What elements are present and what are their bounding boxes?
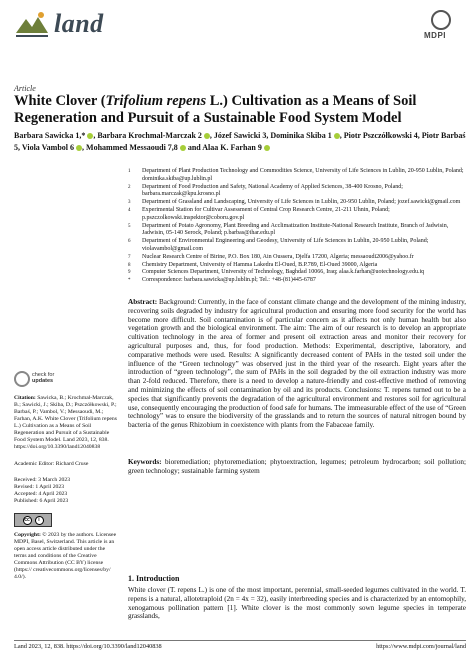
author[interactable]: Mohammed Messaoudi 7,8 xyxy=(86,143,178,152)
affiliation-text: Department of Grassland and Landscaping, University of Life Sciences in Lublin, 20-950 Lublin, Poland; jozef.sawicki@gmail.com xyxy=(142,199,461,206)
revised-date: Revised: 1 April 2023 xyxy=(14,484,65,490)
affiliation-number: 2 xyxy=(128,184,131,190)
correspondence xyxy=(128,277,466,285)
orcid-icon[interactable] xyxy=(76,145,82,151)
abstract-text: Background: Currently, in the face of constant climate change and the development of the mining industry, recovering soils degraded by industry for agricultural production and ensuring more food security for the world has become more difficult. Soil contamination is of particular concern as it affects not only human health but also vegetation growth and the biological environment. The aim: The aim of our research is to develop an appropriate cultivation technology in the area of former and present oil extraction areas and monitor their recovery for agricultural purposes and, thus, for food production. Methods: Experimental, descriptive, laboratory, and comparative methods were used. Results: A significantly decreased content of PAHs in the tested soil under the influence of the “Green technology” was observed just in the third year of the research. Eight years after the introduction of “green technology”, the sum of PAHs in the soil degraded by the oil extraction industry was more than 2-fold reduced. Therefore, there is a need to develop a nature-friendly and cost-effective method of removing and minimizing the effects of soil contamination by oil and its products. Conclusions: T. repens turned out to be a species that significantly prevents the degradation of the agricultural environment and restores soil for agricultural use, consequently encouraging the production of food safe for humans. The immeasurable effect of the use of “Green technology” was to ensure the biodiversity of the grasslands and to return the sources of natural nitrogen bound by bacteria of the genus Rhizobium in coexistence with plants from the Fabaceae family. xyxy=(128,298,467,430)
author[interactable]: Viola Vambol 6 xyxy=(21,143,75,152)
academic-editor: Academic Editor: Richard Cruse xyxy=(14,461,89,467)
affiliation-item xyxy=(128,223,466,239)
affiliation-item xyxy=(128,254,466,262)
author[interactable]: Barbara Sawicka 1,* xyxy=(14,131,86,140)
by-icon: i xyxy=(35,516,44,525)
check-updates-icon[interactable] xyxy=(14,371,30,387)
affiliation-text: Department of Potato Agronomy, Plant Breeding and Acclimatization Institute-National Research Institute, Branch of Jadwisin, Jadwisin, 05-140 Serock, Poland; p.barbas@ihar.edu.pl xyxy=(142,222,449,237)
footer-citation: Land 2023, 12, 838. https://doi.org/10.3390/land12040838 xyxy=(14,643,162,650)
check-updates-line1: check for xyxy=(32,372,55,378)
journal-link[interactable]: https://www.mdpi.com/journal/land xyxy=(376,643,466,650)
cc-by-license-icon[interactable] xyxy=(14,513,52,527)
affiliation-number: 9 xyxy=(128,270,131,276)
publication-dates xyxy=(14,477,118,505)
affiliation-item xyxy=(128,207,466,223)
affiliation-text: Department of Food Production and Safety, National Academy of Applied Sciences, 38-400 Krosno, Poland; barbara.marczak@kpu.krosno.pl xyxy=(142,183,403,198)
check-updates-line2: updates xyxy=(32,378,54,384)
affiliation-text: Department of Environmental Engineering and Geodesy, University of Life Sciences in Lublin, 20-950 Lublin, Poland; violavambol@gmail.com xyxy=(142,238,429,252)
affiliation-text: Nuclear Research Centre of Birine, P.O. Box 180, Ain Oussera, Djelfa 17200, Algeria; messaoudi2006@yahoo.fr xyxy=(142,253,414,260)
affiliation-text: Chemistry Department, University of Hamma Lakedra El-Oued, B.P.789, El-Oued 39000, Algeria xyxy=(142,261,378,268)
check-updates-button[interactable] xyxy=(32,372,54,384)
author[interactable]: Dominika Skiba 1 xyxy=(270,131,332,140)
copyright-text: © 2023 by the authors. Licensee MDPI, Basel, Switzerland. This article is an open access article distributed under the terms and conditions of the Creative Commons Attribution (CC BY) license (https:// creativecommons.org/licenses/by/ 4.0/). xyxy=(14,532,117,580)
mdpi-mark-icon xyxy=(431,10,451,30)
section-heading: 1. Introduction xyxy=(128,574,180,583)
affiliation-number: 8 xyxy=(128,262,131,268)
affiliation-text: Correspondence: barbara.sawicka@up.lublin.pl; Tel.: +48-(81)445-6787 xyxy=(142,277,316,284)
citation-block xyxy=(14,395,118,451)
keywords xyxy=(128,458,466,476)
affiliation-number: 5 xyxy=(128,223,131,229)
paper-title xyxy=(14,93,466,127)
affiliation-number: 1 xyxy=(128,169,131,174)
affiliation-number: 7 xyxy=(128,254,131,260)
published-date: Published: 6 April 2023 xyxy=(14,498,69,504)
cc-icon: cc xyxy=(24,516,30,523)
author[interactable]: Piotr Pszczółkowski 4 xyxy=(343,131,418,140)
article-type: Article xyxy=(14,84,36,93)
copyright-label: Copyright: xyxy=(14,532,41,538)
title-part-2: Trifolium repens xyxy=(105,93,207,109)
publisher-name: MDPI xyxy=(424,31,446,40)
affiliation-number: 6 xyxy=(128,239,131,245)
orcid-icon[interactable] xyxy=(334,133,340,139)
affiliation-item xyxy=(128,168,466,184)
author[interactable]: Alaa K. Farhan 9 xyxy=(202,143,262,152)
affiliation-item xyxy=(128,269,466,277)
affiliation-text: Computer Sciences Department, University of Technology, Baghdad 10066, Iraq; alaa.k.farhan@uotechnology.edu.iq xyxy=(142,269,425,276)
affiliation-item xyxy=(128,184,466,200)
affiliation-item xyxy=(128,199,466,207)
author[interactable]: Piotr Barbaś 5 xyxy=(14,131,466,152)
journal-logo-icon xyxy=(14,9,50,39)
citation-label: Citation: xyxy=(14,395,36,401)
keywords-text: bioremediation; phytoremediation; phytoextraction, legumes; petroleum hydrocarbon; soil pollution; green technology; sustainable farming system xyxy=(128,458,467,475)
received-date: Received: 3 March 2023 xyxy=(14,477,71,483)
intro-paragraph: White clover (T. repens L.) is one of the most important, perennial, small-seeded legumes cultivated in the world. T. repens is a natural, allotetraploid (2n = 4x = 32), easily interbreeding species and is characterized by an entomophily, xenogamous pollination pattern [1]. White clover is the most commonly sown legume species in temperate grasslands, xyxy=(128,586,466,621)
title-part-3: L.) Cultivation as a Means of Soil Regeneration and Pursuit of a Sustainable Food System Model xyxy=(14,93,417,126)
mdpi-logo[interactable] xyxy=(420,10,462,40)
orcid-icon[interactable] xyxy=(180,145,186,151)
orcid-icon[interactable] xyxy=(87,133,93,139)
affiliation-number: 3 xyxy=(128,200,131,206)
affiliation-text: Experimental Station for Cultivar Assessment of Central Crop Research Centre, 21-211 Uhnin, Poland; p.pszczolkowski.inspektor@coboru.gov.pl xyxy=(142,206,390,221)
orcid-icon[interactable] xyxy=(264,145,270,151)
affiliation-item xyxy=(128,238,466,254)
orcid-icon[interactable] xyxy=(204,133,210,139)
author-list: Barbara Sawicka 1,* , Barbara Krochmal-Marczak 2 , Józef Sawicki 3, Dominika Skiba 1 , Piotr Pszczółkowski 4, Piotr Barbaś 5, Viola Vambol 6 , Mohammed Messaoudi 7,8 and Alaa K. Farhan 9 xyxy=(14,131,466,152)
copyright-block xyxy=(14,532,118,581)
title-part-1: White Clover ( xyxy=(14,93,106,109)
abstract-label: Abstract: xyxy=(128,298,158,306)
abstract xyxy=(128,298,466,430)
footer-divider xyxy=(14,640,466,641)
journal-name: land xyxy=(54,9,104,38)
keywords-label: Keywords: xyxy=(128,458,162,466)
accepted-date: Accepted: 4 April 2023 xyxy=(14,491,68,497)
affiliation-number: 4 xyxy=(128,207,131,213)
author[interactable]: Barbara Krochmal-Marczak 2 xyxy=(97,131,202,140)
affiliations xyxy=(128,168,466,285)
author[interactable]: Józef Sawicki 3 xyxy=(213,131,267,140)
citation-text: Sawicka, B.; Krochmal-Marczak, B.; Sawicki, J.; Skiba, D.; Pszczółkowski, P.; Barbaś, P.; Vambol, V.; Messaoudi, M.; Farhan, A.K. White Clover (Trifolium repens L.) Cultivation as a Means of Soil Regeneration and Pursuit of a Sustainable Food System Model. Land 2023, 12, 838. https://doi.org/10.3390/land12040838 xyxy=(14,395,117,450)
affiliation-text: Department of Plant Production Technology and Commodities Science, University of Life Sciences in Lublin, 20-950 Lublin, Poland; dominika.skiba@up.lublin.pl xyxy=(142,168,464,182)
affiliation-number: * xyxy=(128,278,131,284)
